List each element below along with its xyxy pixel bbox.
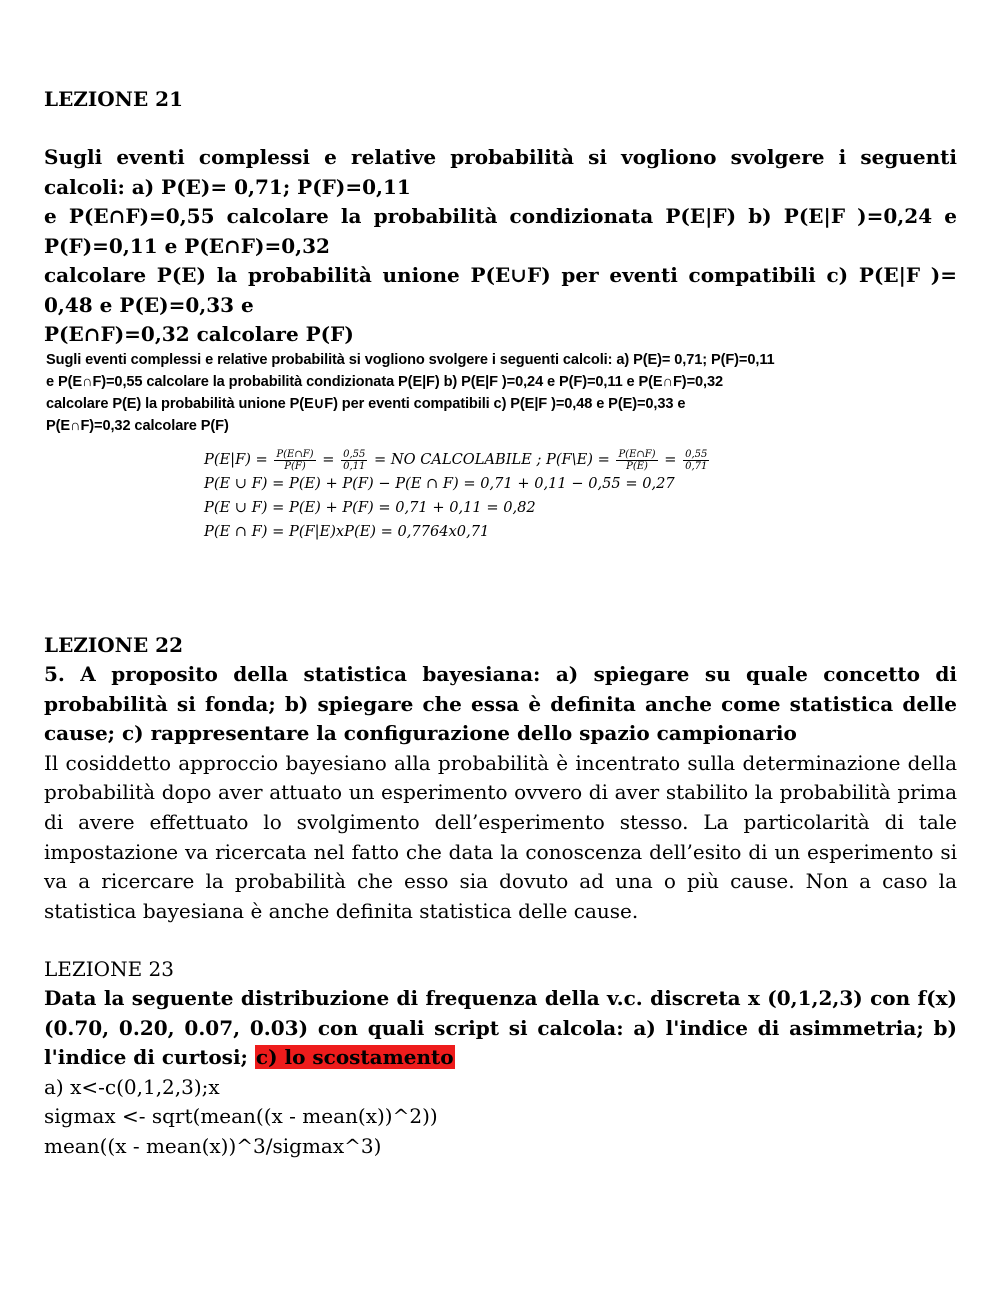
image-text-line: P(E∩F)=0,32 calcolare P(F) xyxy=(46,418,229,434)
formula-intersection: P(E ∩ F) = P(F|E)xP(E) = 0,7764x0,71 xyxy=(204,523,490,540)
embedded-image-text xyxy=(46,349,906,437)
formula-text: P(E|F) = xyxy=(204,451,268,468)
formula-union-compatible: P(E ∪ F) = P(E) + P(F) − P(E ∩ F) = 0,71 + 0,11 − 0,55 = 0,27 xyxy=(204,475,675,492)
lesson-23-question-text: Data la seguente distribuzione di frequenza della v.c. discreta x (0,1,2,3) con f(x)(0.70, 0.20, 0.07, 0.03) con quali script si calcola: a) l'indice di asimmetria; b) l'indice di curtosi; xyxy=(44,986,957,1069)
question-line: Sugli eventi complessi e relative probabilità si vogliono svolgere i seguenti xyxy=(44,145,957,169)
question-line: e P(E∩F)=0,55 calcolare la probabilità condizionata P(E|F) b) P(E|F )=0,24 e xyxy=(44,204,957,228)
code-line: mean((x - mean(x))^3/sigmax^3) xyxy=(44,1133,382,1158)
fraction xyxy=(683,449,709,472)
fraction-numerator: P(E∩F) xyxy=(276,448,314,460)
fraction-denominator: P(E) xyxy=(626,460,648,472)
question-line: P(E∩F)=0,32 calcolare P(F) xyxy=(44,322,354,346)
fraction-numerator: 0,55 xyxy=(685,448,708,460)
formula-text: = xyxy=(322,451,335,468)
lesson-22-heading: LEZIONE 22 xyxy=(44,633,184,657)
lesson-23-question xyxy=(44,984,957,1073)
fraction-numerator: 0,55 xyxy=(343,448,366,460)
fraction-denominator: 0,11 xyxy=(343,460,366,472)
fraction-denominator: 0,71 xyxy=(685,460,708,472)
image-text-line: calcolare P(E) la probabilità unione P(E∪F) per eventi compatibili c) P(E|F )=0,48 e P(E)=0,33 e xyxy=(46,396,686,412)
lesson-22-answer: Il cosiddetto approccio bayesiano alla probabilità è incentrato sulla determinazione della probabilità dopo aver attuato un esperimento ovvero di aver stabilito la probabilità prima di avere effettuato lo svolgimento dell’esperimento stesso. La particolarità di tale impostazione va ricercata nel fatto che data la conoscenza dell’esito di un esperimento si va a ricercare la probabilità che esso sia dovuto ad una o più cause. Non a caso la statistica bayesiana è anche definita statistica delle cause. xyxy=(44,750,957,924)
formula-conditional xyxy=(204,448,711,472)
code-line: sigmax <- sqrt(mean((x - mean(x))^2)) xyxy=(44,1104,438,1128)
formula-block xyxy=(204,448,711,544)
fraction-denominator: P(F) xyxy=(284,460,306,472)
formula-union-sum: P(E ∪ F) = P(E) + P(F) = 0,71 + 0,11 = 0,82 xyxy=(204,499,536,516)
lesson-23-heading: LEZIONE 23 xyxy=(44,957,174,981)
code-block xyxy=(44,1073,957,1162)
image-text-line: Sugli eventi complessi e relative probabilità si vogliono svolgere i seguenti calcoli: a) P(E)= 0,71; P(F)=0,11 xyxy=(46,352,775,368)
question-line: calcoli: a) P(E)= 0,71; P(F)=0,11 xyxy=(44,174,411,199)
highlighted-text: c) lo scostamento xyxy=(255,1045,454,1069)
code-line: a) x<-c(0,1,2,3);x xyxy=(44,1074,220,1099)
image-text-line: e P(E∩F)=0,55 calcolare la probabilità condizionata P(E|F) b) P(E|F )=0,24 e P(F)=0,11 e P(E∩F)=0,32 xyxy=(46,374,723,390)
fraction xyxy=(274,449,315,472)
lesson-21-question xyxy=(44,143,957,350)
fraction xyxy=(616,449,657,472)
question-line: P(F)=0,11 e P(E∩F)=0,32 xyxy=(44,233,330,258)
lesson-21-heading: LEZIONE 21 xyxy=(44,87,184,111)
fraction xyxy=(341,449,367,472)
lesson-22-question: 5. A proposito della statistica bayesiana: a) spiegare su quale concetto di probabilità si fonda; b) spiegare che essa è definita anche come statistica delle cause; c) rappresentare la configurazione dello spazio campionario xyxy=(44,662,957,745)
formula-text: = NO CALCOLABILE ; P(F\E) = xyxy=(374,451,610,468)
question-line: 0,48 e P(E)=0,33 e xyxy=(44,292,254,317)
formula-text: = xyxy=(664,451,677,468)
question-line: calcolare P(E) la probabilità unione P(E∪F) per eventi compatibili c) P(E|F )= xyxy=(44,263,957,287)
fraction-numerator: P(E∩F) xyxy=(618,448,656,460)
